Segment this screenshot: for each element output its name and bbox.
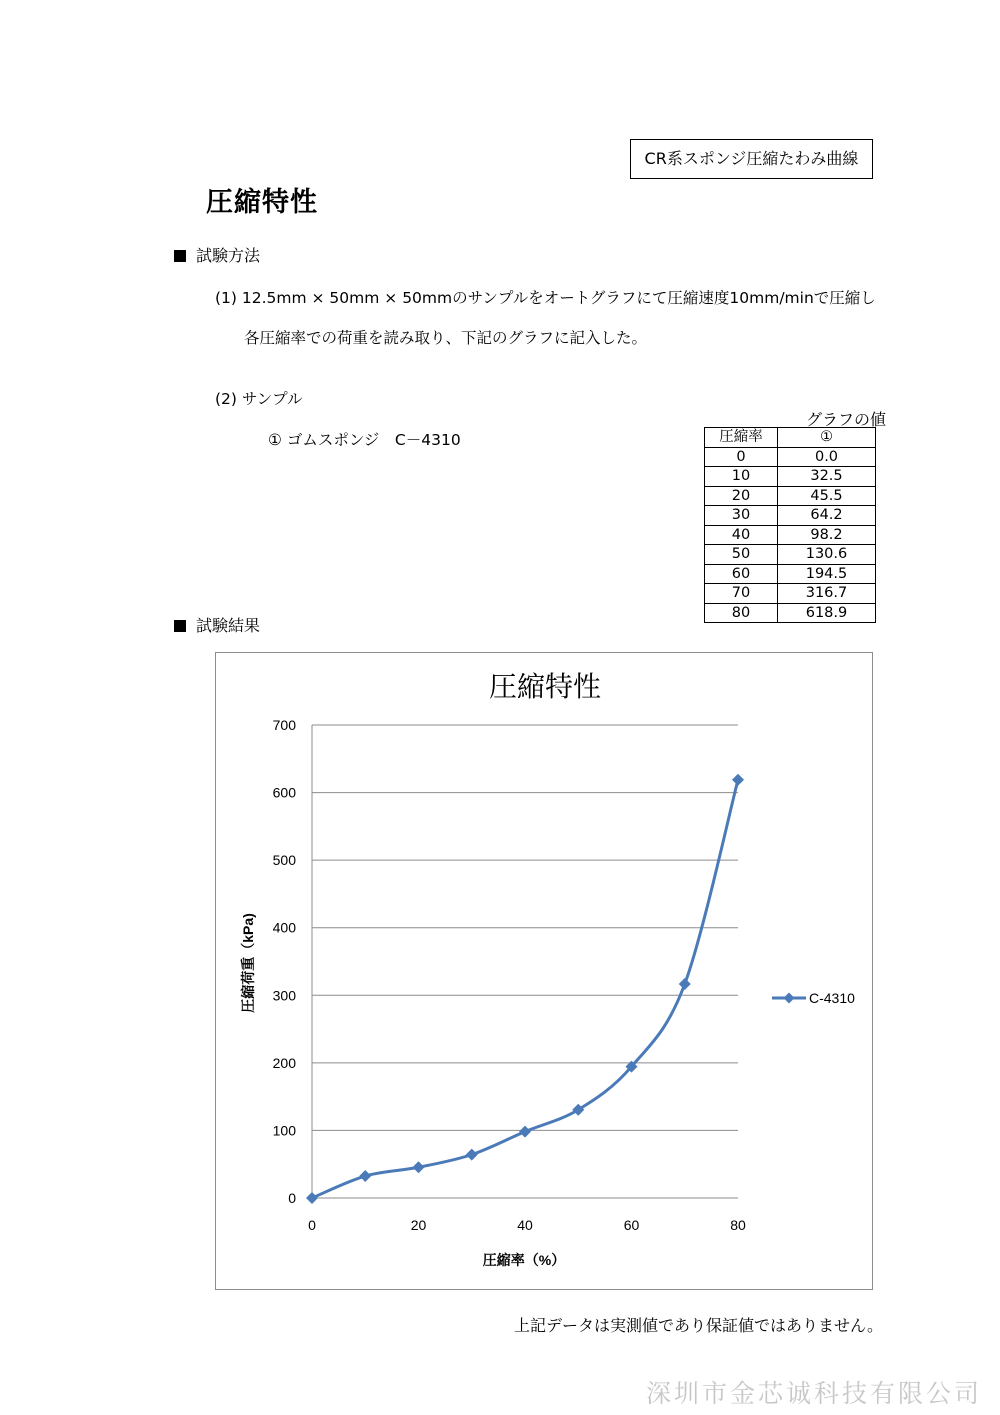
results-section-heading xyxy=(174,613,260,636)
chart-grid xyxy=(312,725,738,1130)
square-bullet-icon xyxy=(174,620,186,632)
load-value-cell: 130.6 xyxy=(778,545,876,565)
method-item2: (2) サンプル xyxy=(215,390,303,408)
results-heading-text: 試験結果 xyxy=(196,616,261,635)
load-value-cell: 316.7 xyxy=(778,584,876,604)
compression-rate-cell: 0 xyxy=(705,447,778,467)
y-tick-label: 400 xyxy=(272,919,296,936)
method-item1-line1: (1) 12.5mm × 50mm × 50mmのサンプルをオートグラフにて圧縮速度10mm/minで圧縮し xyxy=(215,289,876,307)
data-point-marker xyxy=(519,1126,531,1138)
compression-chart xyxy=(216,653,872,1289)
compression-rate-cell: 20 xyxy=(705,486,778,506)
table-row xyxy=(705,545,876,565)
load-value-cell: 194.5 xyxy=(778,564,876,584)
table-row xyxy=(705,486,876,506)
table-row xyxy=(705,506,876,526)
method-item1-line2: 各圧縮率での荷重を読み取り、下記のグラフに記入した。 xyxy=(244,329,648,347)
chart-axes xyxy=(273,717,746,1233)
data-point-marker xyxy=(306,1192,318,1204)
load-value-cell: 618.9 xyxy=(778,603,876,623)
method-section-heading xyxy=(174,243,260,266)
table-row xyxy=(705,584,876,604)
x-tick-label: 40 xyxy=(517,1217,533,1233)
data-point-marker xyxy=(732,774,744,786)
table-row xyxy=(705,603,876,623)
compression-rate-cell: 70 xyxy=(705,584,778,604)
y-tick-label: 300 xyxy=(272,987,296,1004)
x-axis-label: 圧縮率（%） xyxy=(482,1252,566,1268)
sample-name: ① ゴムスポンジ C－4310 xyxy=(268,431,461,449)
table-header-cell: ① xyxy=(778,428,876,448)
x-tick-label: 0 xyxy=(308,1217,316,1233)
table-header-row xyxy=(705,428,876,448)
compression-rate-cell: 10 xyxy=(705,467,778,487)
data-point-marker xyxy=(359,1170,371,1182)
square-bullet-icon xyxy=(174,250,186,262)
company-watermark: 深圳市金芯诚科技有限公司 xyxy=(645,1379,982,1408)
load-value-cell: 32.5 xyxy=(778,467,876,487)
y-tick-label: 700 xyxy=(272,717,296,733)
compression-rate-cell: 80 xyxy=(705,603,778,623)
load-value-cell: 98.2 xyxy=(778,525,876,545)
x-tick-label: 80 xyxy=(730,1217,746,1233)
compression-rate-cell: 60 xyxy=(705,564,778,584)
values-table xyxy=(704,427,876,623)
load-value-cell: 0.0 xyxy=(778,447,876,467)
legend-label: C-4310 xyxy=(809,990,855,1006)
table-row xyxy=(705,447,876,467)
legend-marker xyxy=(784,993,795,1004)
y-tick-label: 200 xyxy=(272,1054,296,1071)
table-header-cell: 圧縮率 xyxy=(705,428,778,448)
y-axis-label: 圧縮荷重（kPa) xyxy=(240,913,256,1013)
table-caption: グラフの値 xyxy=(806,410,887,429)
chart-frame xyxy=(215,652,873,1290)
table-row xyxy=(705,525,876,545)
compression-rate-cell: 30 xyxy=(705,506,778,526)
table-row xyxy=(705,564,876,584)
load-value-cell: 64.2 xyxy=(778,506,876,526)
y-tick-label: 600 xyxy=(272,784,296,801)
data-point-marker xyxy=(679,978,691,990)
data-point-marker xyxy=(413,1161,425,1173)
compression-rate-cell: 50 xyxy=(705,545,778,565)
method-heading-text: 試験方法 xyxy=(196,246,261,265)
x-tick-label: 20 xyxy=(410,1217,427,1233)
x-tick-label: 60 xyxy=(623,1217,640,1233)
y-tick-label: 0 xyxy=(288,1190,296,1206)
document-label-box: CR系スポンジ圧縮たわみ曲線 xyxy=(630,139,873,179)
page-title: 圧縮特性 xyxy=(206,187,318,218)
chart-title: 圧縮特性 xyxy=(488,671,602,702)
chart-series xyxy=(306,774,744,1204)
y-tick-label: 500 xyxy=(272,852,296,869)
load-value-cell: 45.5 xyxy=(778,486,876,506)
data-point-marker xyxy=(466,1149,478,1161)
y-tick-label: 100 xyxy=(272,1122,296,1139)
table-row xyxy=(705,467,876,487)
chart-legend xyxy=(772,990,855,1006)
disclaimer-note: 上記データは実測値であり保証値ではありません。 xyxy=(514,1316,883,1335)
compression-rate-cell: 40 xyxy=(705,525,778,545)
